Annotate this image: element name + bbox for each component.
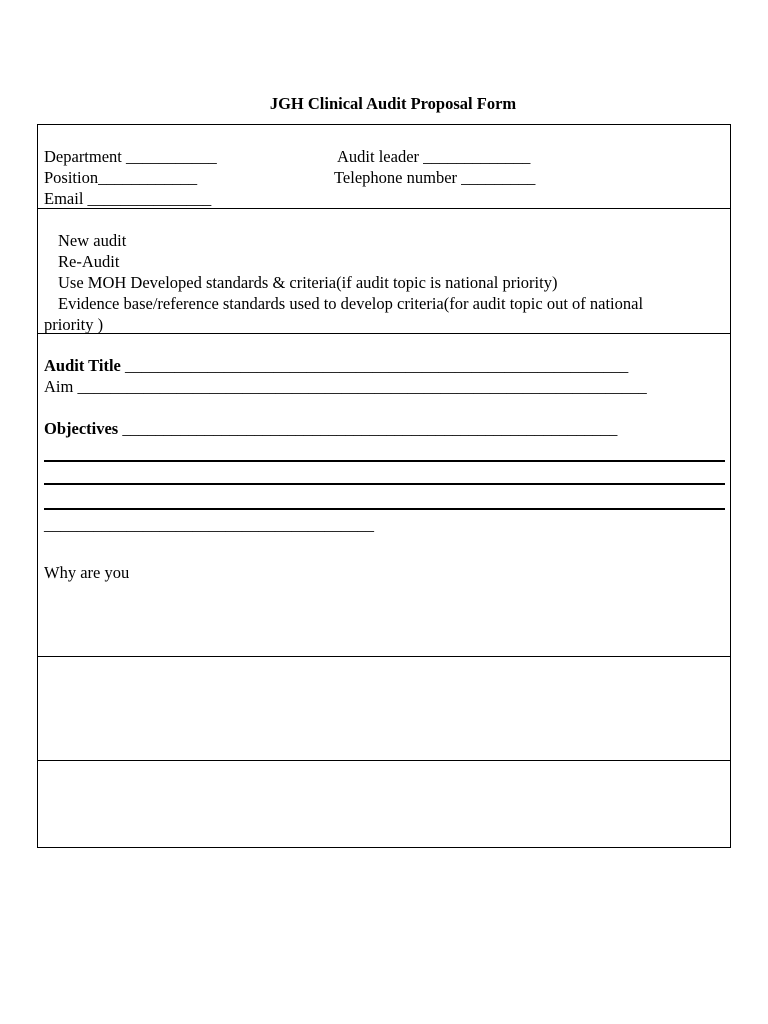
option-evidence-base-cont: priority ) — [44, 315, 104, 334]
audit-details-section — [38, 334, 730, 657]
position-field[interactable]: Position____________ — [44, 168, 198, 187]
empty-section-1[interactable] — [38, 657, 730, 761]
objectives-line-2[interactable] — [44, 483, 725, 485]
form-title: JGH Clinical Audit Proposal Form — [269, 94, 517, 113]
objectives-line-1[interactable] — [44, 460, 725, 462]
audit-title-field[interactable] — [44, 355, 628, 376]
audit-proposal-table — [37, 124, 731, 848]
audit-type-section — [38, 209, 730, 334]
option-moh-standards[interactable]: Use MOH Developed standards & criteria(if audit topic is national priority) — [58, 273, 558, 292]
header-info-section — [38, 125, 730, 209]
objectives-line-4[interactable]: ________________________________________ — [44, 515, 374, 534]
objectives-field[interactable] — [44, 418, 617, 439]
audit-leader-field[interactable]: Audit leader _____________ — [337, 147, 531, 166]
audit-title-blank[interactable]: _____________________________________________________________ — [125, 356, 629, 375]
department-field[interactable]: Department ___________ — [44, 147, 217, 166]
telephone-field[interactable]: Telephone number _________ — [334, 168, 536, 187]
audit-title-label: Audit Title — [44, 356, 121, 375]
empty-section-2[interactable] — [38, 761, 730, 847]
option-re-audit[interactable]: Re-Audit — [58, 252, 120, 271]
why-are-you-text: Why are you — [44, 563, 130, 582]
email-field[interactable]: Email _______________ — [44, 189, 212, 208]
objectives-line-3[interactable] — [44, 508, 725, 510]
objectives-blank[interactable]: ____________________________________________________________ — [122, 419, 618, 438]
objectives-label: Objectives — [44, 419, 119, 438]
aim-field[interactable]: Aim _____________________________________________________________________ — [44, 377, 647, 396]
option-evidence-base[interactable]: Evidence base/reference standards used to develop criteria(for audit topic out of national — [58, 294, 644, 313]
option-new-audit[interactable]: New audit — [58, 231, 127, 250]
